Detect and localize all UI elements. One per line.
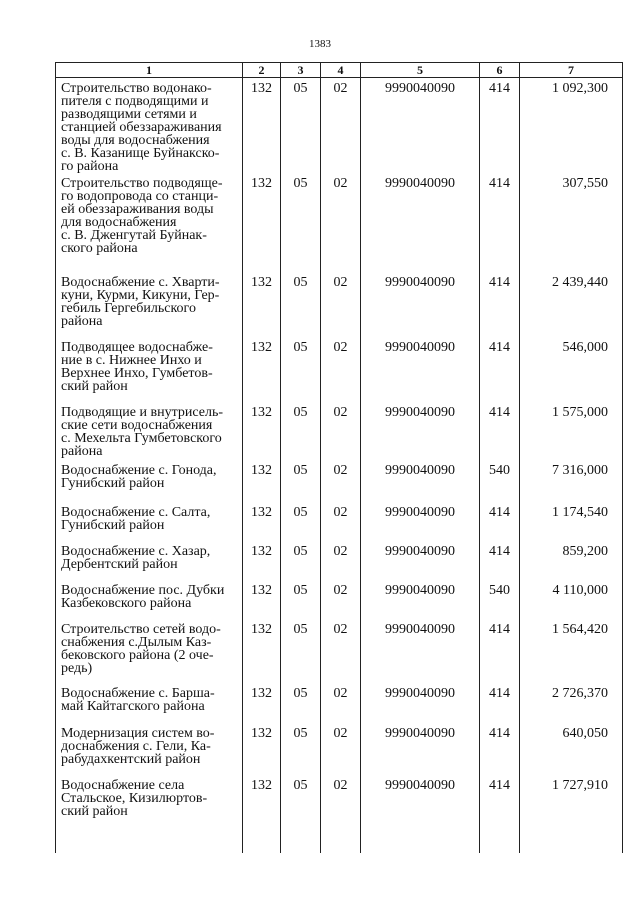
- row-col-6: 414: [480, 337, 520, 402]
- empty-cell: [243, 831, 281, 853]
- row-col-4: 02: [321, 683, 361, 723]
- row-col-2: 132: [243, 78, 281, 174]
- row-col-3: 05: [281, 775, 321, 831]
- row-col-6: 414: [480, 723, 520, 775]
- row-name: Водоснабжение села Стальское, Кизилюртов- ский район: [56, 775, 243, 831]
- row-col-3: 05: [281, 272, 321, 337]
- empty-cell: [361, 831, 480, 853]
- row-amount: 1 092,300: [520, 78, 623, 174]
- row-amount: 307,550: [520, 173, 623, 272]
- row-name: Водоснабжение с. Хазар, Дербентский район: [56, 541, 243, 580]
- header-col-5: 5: [361, 63, 480, 78]
- table-row: [56, 775, 623, 831]
- row-code: 9990040090: [361, 502, 480, 541]
- table-row: [56, 272, 623, 337]
- row-code: 9990040090: [361, 272, 480, 337]
- empty-cell: [56, 831, 243, 853]
- header-col-2: 2: [243, 63, 281, 78]
- table-row: [56, 502, 623, 541]
- row-col-2: 132: [243, 460, 281, 502]
- row-col-3: 05: [281, 683, 321, 723]
- table-row: [56, 580, 623, 619]
- header-col-4: 4: [321, 63, 361, 78]
- row-col-6: 540: [480, 580, 520, 619]
- table-row: [56, 723, 623, 775]
- row-amount: 1 564,420: [520, 619, 623, 683]
- row-code: 9990040090: [361, 619, 480, 683]
- empty-cell: [321, 831, 361, 853]
- header-col-3: 3: [281, 63, 321, 78]
- row-col-2: 132: [243, 402, 281, 460]
- row-name: Водоснабжение с. Салта, Гунибский район: [56, 502, 243, 541]
- row-col-6: 414: [480, 78, 520, 174]
- row-col-4: 02: [321, 402, 361, 460]
- row-code: 9990040090: [361, 173, 480, 272]
- row-col-6: 414: [480, 683, 520, 723]
- empty-cell: [480, 831, 520, 853]
- header-row: [56, 63, 623, 78]
- row-amount: 546,000: [520, 337, 623, 402]
- row-col-3: 05: [281, 502, 321, 541]
- empty-cell: [520, 831, 623, 853]
- row-amount: 2 726,370: [520, 683, 623, 723]
- row-amount: 2 439,440: [520, 272, 623, 337]
- row-col-2: 132: [243, 541, 281, 580]
- row-name: Строительство подводяще- го водопровода со станци- ей обеззараживания воды для водоснабжения с. В. Дженгутай Буйнак- ского района: [56, 173, 243, 272]
- row-code: 9990040090: [361, 78, 480, 174]
- row-col-3: 05: [281, 541, 321, 580]
- row-col-4: 02: [321, 502, 361, 541]
- row-col-4: 02: [321, 541, 361, 580]
- row-name: Водоснабжение с. Гонода, Гунибский район: [56, 460, 243, 502]
- row-col-3: 05: [281, 173, 321, 272]
- row-col-3: 05: [281, 402, 321, 460]
- row-col-3: 05: [281, 460, 321, 502]
- row-col-4: 02: [321, 580, 361, 619]
- table-row: [56, 78, 623, 174]
- row-code: 9990040090: [361, 460, 480, 502]
- row-col-4: 02: [321, 78, 361, 174]
- table-row: [56, 619, 623, 683]
- empty-cell: [281, 831, 321, 853]
- row-col-4: 02: [321, 619, 361, 683]
- header-col-6: 6: [480, 63, 520, 78]
- page-number: 1383: [309, 38, 331, 50]
- row-name: Строительство водонако- пителя с подводящими и разводящими сетями и станцией обеззараживания воды для водоснабжения с. В. Казанище Буйнакско- го района: [56, 78, 243, 174]
- row-col-6: 414: [480, 775, 520, 831]
- row-col-2: 132: [243, 272, 281, 337]
- table-row: [56, 337, 623, 402]
- row-name: Подводящее водоснабже- ние в с. Нижнее Инхо и Верхнее Инхо, Гумбетов- ский район: [56, 337, 243, 402]
- row-col-6: 540: [480, 460, 520, 502]
- row-col-2: 132: [243, 683, 281, 723]
- row-code: 9990040090: [361, 723, 480, 775]
- row-name: Модернизация систем во- доснабжения с. Гели, Ка- рабудахкентский район: [56, 723, 243, 775]
- row-name: Водоснабжение с. Хварти- куни, Курми, Кикуни, Гер- гебиль Гергебильского района: [56, 272, 243, 337]
- row-code: 9990040090: [361, 541, 480, 580]
- row-col-2: 132: [243, 619, 281, 683]
- row-col-2: 132: [243, 775, 281, 831]
- row-code: 9990040090: [361, 683, 480, 723]
- row-amount: 1 727,910: [520, 775, 623, 831]
- row-col-3: 05: [281, 580, 321, 619]
- row-col-6: 414: [480, 502, 520, 541]
- row-col-6: 414: [480, 173, 520, 272]
- row-amount: 7 316,000: [520, 460, 623, 502]
- row-amount: 1 575,000: [520, 402, 623, 460]
- row-col-3: 05: [281, 78, 321, 174]
- header-col-7: 7: [520, 63, 623, 78]
- table-row: [56, 683, 623, 723]
- row-col-2: 132: [243, 723, 281, 775]
- row-col-2: 132: [243, 580, 281, 619]
- table-row: [56, 402, 623, 460]
- row-col-6: 414: [480, 619, 520, 683]
- row-col-2: 132: [243, 502, 281, 541]
- table-row: [56, 173, 623, 272]
- header-col-1: 1: [56, 63, 243, 78]
- row-col-4: 02: [321, 723, 361, 775]
- row-code: 9990040090: [361, 402, 480, 460]
- row-amount: 640,050: [520, 723, 623, 775]
- row-amount: 859,200: [520, 541, 623, 580]
- row-amount: 1 174,540: [520, 502, 623, 541]
- table-continuation: [56, 831, 623, 853]
- row-name: Водоснабжение с. Барша- май Кайтагского района: [56, 683, 243, 723]
- row-col-4: 02: [321, 173, 361, 272]
- row-col-3: 05: [281, 723, 321, 775]
- row-col-6: 414: [480, 402, 520, 460]
- row-col-4: 02: [321, 337, 361, 402]
- table-row: [56, 460, 623, 502]
- row-col-3: 05: [281, 337, 321, 402]
- table-body: [56, 78, 623, 854]
- row-amount: 4 110,000: [520, 580, 623, 619]
- row-col-6: 414: [480, 272, 520, 337]
- table-row: [56, 541, 623, 580]
- row-col-4: 02: [321, 272, 361, 337]
- row-col-3: 05: [281, 619, 321, 683]
- row-name: Строительство сетей водо- снабжения с.Дылым Каз- бековского района (2 оче- редь): [56, 619, 243, 683]
- row-code: 9990040090: [361, 580, 480, 619]
- row-col-6: 414: [480, 541, 520, 580]
- row-col-2: 132: [243, 337, 281, 402]
- row-col-4: 02: [321, 775, 361, 831]
- row-code: 9990040090: [361, 775, 480, 831]
- row-col-2: 132: [243, 173, 281, 272]
- row-name: Водоснабжение пос. Дубки Казбековского района: [56, 580, 243, 619]
- budget-table: [55, 62, 623, 853]
- row-code: 9990040090: [361, 337, 480, 402]
- row-col-4: 02: [321, 460, 361, 502]
- row-name: Подводящие и внутрисель- ские сети водоснабжения с. Мехельта Гумбетовского района: [56, 402, 243, 460]
